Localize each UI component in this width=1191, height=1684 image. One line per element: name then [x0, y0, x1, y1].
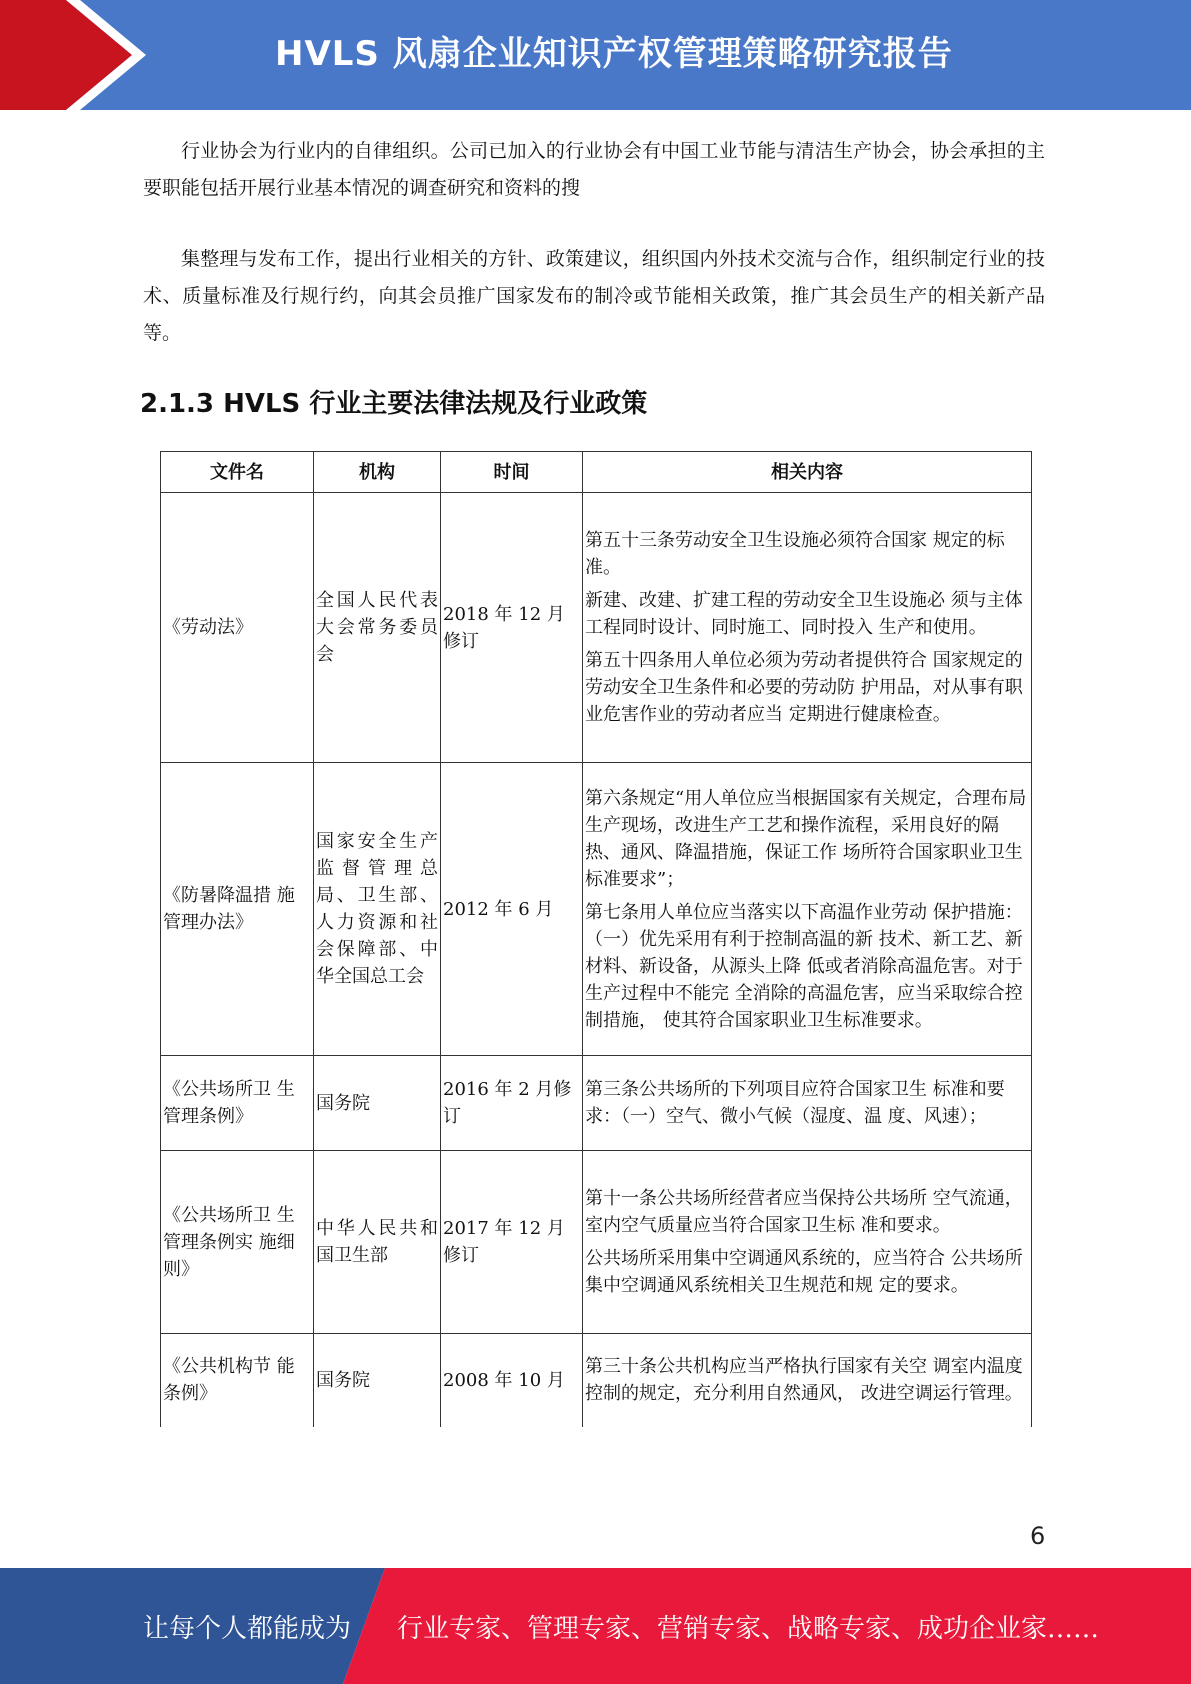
report-title: HVLS 风扇企业知识产权管理策略研究报告	[275, 34, 953, 74]
cell-content	[583, 493, 1032, 763]
content-paragraph: 第五十四条用人单位必须为劳动者提供符合 国家规定的劳动安全卫生条件和必要的劳动防 护用品，对从事有职业危害作业的劳动者应当 定期进行健康检查。	[585, 650, 1023, 725]
regulations-table	[160, 451, 1032, 1427]
content-paragraph: 第五十三条劳动安全卫生设施必须符合国家 规定的标准。	[585, 530, 1005, 578]
footer-slogan-left: 让每个人都能成为	[143, 1614, 352, 1644]
section-heading: 2.1.3 HVLS 行业主要法律法规及行业政策	[140, 389, 648, 419]
cell-file-name: 《公共场所卫 生管理条例》	[161, 1056, 314, 1151]
content-paragraph: 新建、改建、扩建工程的劳动安全卫生设施必 须与主体工程同时设计、同时施工、同时投入 生产和使用。	[585, 590, 1023, 638]
content-paragraph: 第十一条公共场所经营者应当保持公共场所 空气流通，室内空气质量应当符合国家卫生标 准和要求。	[585, 1188, 1023, 1236]
header-arrow-decoration	[0, 0, 160, 110]
content-paragraph: 第七条用人单位应当落实以下高温作业劳动 保护措施：（一）优先采用有利于控制高温的新 技术、新工艺、新材料、新设备，从源头上降 低或者消除高温危害。对于生产过程中不能完 全消除的高温危害，应当采取综合控制措施， 使其符合国家职业卫生标准要求。	[585, 901, 1023, 1031]
cell-content	[583, 1056, 1032, 1151]
cell-file-name: 《公共机构节 能条例》	[161, 1334, 314, 1427]
cell-file-name: 《公共场所卫 生管理条例实 施细则》	[161, 1151, 314, 1334]
table-row	[161, 493, 1032, 763]
header-agency: 机构	[314, 452, 441, 493]
cell-agency: 国务院	[314, 1056, 441, 1151]
content-paragraph: 第三十条公共机构应当严格执行国家有关空 调室内温度控制的规定，充分利用自然通风， 改进空调运行管理。	[585, 1356, 1023, 1405]
table-header-row	[161, 452, 1032, 493]
cell-time: 2016 年 2 月修订	[441, 1056, 583, 1151]
footer-slogan-right: 行业专家、管理专家、营销专家、战略专家、成功企业家……	[397, 1614, 1100, 1644]
cell-time: 2008 年 10 月	[441, 1334, 583, 1427]
cell-content	[583, 763, 1032, 1056]
page-footer	[0, 1568, 1191, 1684]
cell-file-name: 《劳动法》	[161, 493, 314, 763]
page-header	[0, 0, 1191, 110]
cell-content	[583, 1334, 1032, 1427]
header-time: 时间	[441, 452, 583, 493]
cell-time: 2018 年 12 月修订	[441, 493, 583, 763]
paragraph-association: 行业协会为行业内的自律组织。公司已加入的行业协会有中国工业节能与清洁生产协会，协会承担的主要职能包括开展行业基本情况的调查研究和资料的搜	[143, 140, 1045, 199]
table-row	[161, 1334, 1032, 1427]
cell-time: 2012 年 6 月	[441, 763, 583, 1056]
cell-agency: 国务院	[314, 1334, 441, 1427]
cell-file-name: 《防暑降温措 施管理办法》	[161, 763, 314, 1056]
cell-agency: 全国人民代表大会常务委员会	[314, 493, 441, 763]
table-row	[161, 763, 1032, 1056]
cell-agency: 中华人民共和国卫生部	[314, 1151, 441, 1334]
cell-content	[583, 1151, 1032, 1334]
header-content: 相关内容	[583, 452, 1032, 493]
paragraph-association-functions: 集整理与发布工作，提出行业相关的方针、政策建议，组织国内外技术交流与合作，组织制定行业的技术、质量标准及行规行约，向其会员推广国家发布的制冷或节能相关政策，推广其会员生产的相关新产品等。	[143, 248, 1045, 344]
table-row	[161, 1151, 1032, 1334]
cell-time: 2017 年 12 月修订	[441, 1151, 583, 1334]
cell-agency: 国家安全生产监督管理总局、卫生部、人力资源和社会保障部、中华全国总工会	[314, 763, 441, 1056]
content-paragraph: 第六条规定“用人单位应当根据国家有关规定，合理布局生产现场，改进生产工艺和操作流程，采用良好的隔热、通风、降温措施，保证工作 场所符合国家职业卫生标准要求”；	[585, 787, 1027, 890]
content-paragraph: 公共场所采用集中空调通风系统的，应当符合 公共场所集中空调通风系统相关卫生规范和规 定的要求。	[585, 1248, 1023, 1296]
page-number: 6	[1030, 1522, 1046, 1550]
table-row	[161, 1056, 1032, 1151]
content-paragraph: 第三条公共场所的下列项目应符合国家卫生 标准和要求：（一）空气、微小气候（湿度、温 度、风速）；	[585, 1079, 1005, 1127]
header-file-name: 文件名	[161, 452, 314, 493]
